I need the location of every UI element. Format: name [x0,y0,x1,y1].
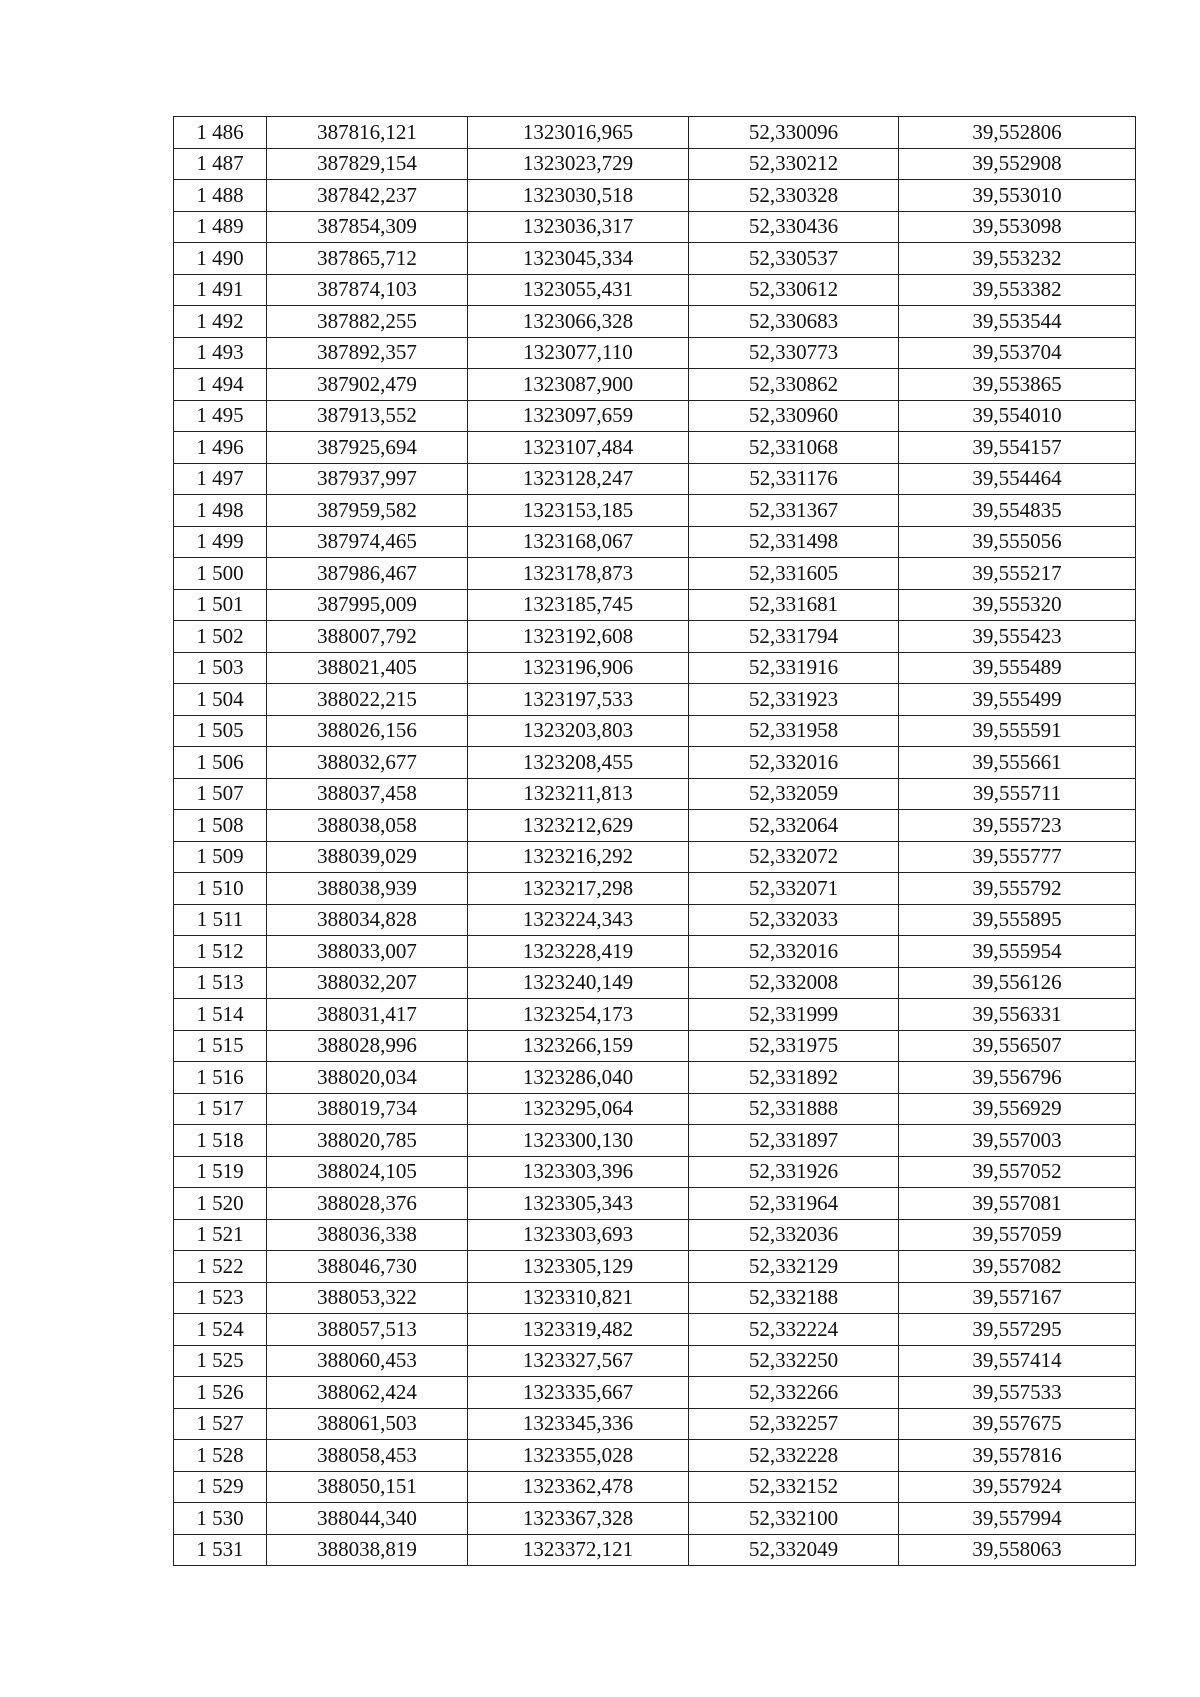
latitude-cell: 52,330537 [689,243,899,275]
point-number-cell: 1 519 [174,1156,267,1188]
longitude-cell: 39,555489 [899,652,1136,684]
latitude-cell: 52,330960 [689,400,899,432]
y-coordinate-cell: 1323168,067 [468,526,689,558]
x-coordinate-cell: 387882,255 [267,306,468,338]
table-row [174,1345,1136,1377]
table-row [174,1534,1136,1566]
longitude-cell: 39,555954 [899,936,1136,968]
y-coordinate-cell: 1323153,185 [468,495,689,527]
point-number-cell: 1 514 [174,999,267,1031]
y-coordinate-cell: 1323295,064 [468,1093,689,1125]
table-row [174,841,1136,873]
longitude-cell: 39,553865 [899,369,1136,401]
table-row [174,747,1136,779]
table-row [174,369,1136,401]
y-coordinate-cell: 1323087,900 [468,369,689,401]
latitude-cell: 52,330436 [689,211,899,243]
point-number-cell: 1 505 [174,715,267,747]
latitude-cell: 52,332049 [689,1534,899,1566]
longitude-cell: 39,557167 [899,1282,1136,1314]
x-coordinate-cell: 388036,338 [267,1219,468,1251]
longitude-cell: 39,555661 [899,747,1136,779]
longitude-cell: 39,554464 [899,463,1136,495]
longitude-cell: 39,556331 [899,999,1136,1031]
point-number-cell: 1 518 [174,1125,267,1157]
longitude-cell: 39,555591 [899,715,1136,747]
longitude-cell: 39,553704 [899,337,1136,369]
y-coordinate-cell: 1323362,478 [468,1471,689,1503]
longitude-cell: 39,553232 [899,243,1136,275]
table-row [174,904,1136,936]
point-number-cell: 1 526 [174,1377,267,1409]
table-row [174,715,1136,747]
x-coordinate-cell: 387854,309 [267,211,468,243]
latitude-cell: 52,331498 [689,526,899,558]
table-row [174,306,1136,338]
latitude-cell: 52,331897 [689,1125,899,1157]
longitude-cell: 39,555320 [899,589,1136,621]
y-coordinate-cell: 1323240,149 [468,967,689,999]
point-number-cell: 1 506 [174,747,267,779]
table-row [174,1093,1136,1125]
table-row [174,558,1136,590]
x-coordinate-cell: 388058,453 [267,1440,468,1472]
point-number-cell: 1 507 [174,778,267,810]
y-coordinate-cell: 1323055,431 [468,274,689,306]
longitude-cell: 39,557924 [899,1471,1136,1503]
x-coordinate-cell: 388028,996 [267,1030,468,1062]
point-number-cell: 1 491 [174,274,267,306]
point-number-cell: 1 488 [174,180,267,212]
x-coordinate-cell: 388044,340 [267,1503,468,1535]
latitude-cell: 52,331892 [689,1062,899,1094]
longitude-cell: 39,555895 [899,904,1136,936]
x-coordinate-cell: 387986,467 [267,558,468,590]
x-coordinate-cell: 388057,513 [267,1314,468,1346]
x-coordinate-cell: 388038,939 [267,873,468,905]
table-row [174,1377,1136,1409]
longitude-cell: 39,557533 [899,1377,1136,1409]
table-row [174,621,1136,653]
point-number-cell: 1 490 [174,243,267,275]
table-row [174,1251,1136,1283]
y-coordinate-cell: 1323178,873 [468,558,689,590]
y-coordinate-cell: 1323023,729 [468,148,689,180]
x-coordinate-cell: 388024,105 [267,1156,468,1188]
longitude-cell: 39,553098 [899,211,1136,243]
table-row [174,589,1136,621]
point-number-cell: 1 523 [174,1282,267,1314]
y-coordinate-cell: 1323045,334 [468,243,689,275]
table-row [174,1156,1136,1188]
longitude-cell: 39,553382 [899,274,1136,306]
latitude-cell: 52,332100 [689,1503,899,1535]
latitude-cell: 52,331794 [689,621,899,653]
longitude-cell: 39,557414 [899,1345,1136,1377]
table-row [174,211,1136,243]
y-coordinate-cell: 1323228,419 [468,936,689,968]
table-row [174,1219,1136,1251]
x-coordinate-cell: 387865,712 [267,243,468,275]
x-coordinate-cell: 388050,151 [267,1471,468,1503]
y-coordinate-cell: 1323319,482 [468,1314,689,1346]
x-coordinate-cell: 388031,417 [267,999,468,1031]
table-row [174,1440,1136,1472]
table-row [174,684,1136,716]
point-number-cell: 1 497 [174,463,267,495]
longitude-cell: 39,557675 [899,1408,1136,1440]
y-coordinate-cell: 1323335,667 [468,1377,689,1409]
coordinates-table-body [174,117,1136,1566]
latitude-cell: 52,331999 [689,999,899,1031]
longitude-cell: 39,557003 [899,1125,1136,1157]
longitude-cell: 39,557295 [899,1314,1136,1346]
x-coordinate-cell: 388032,677 [267,747,468,779]
y-coordinate-cell: 1323077,110 [468,337,689,369]
y-coordinate-cell: 1323097,659 [468,400,689,432]
latitude-cell: 52,332016 [689,747,899,779]
table-row [174,652,1136,684]
table-row [174,526,1136,558]
x-coordinate-cell: 387829,154 [267,148,468,180]
x-coordinate-cell: 388038,819 [267,1534,468,1566]
table-row [174,1188,1136,1220]
table-row [174,432,1136,464]
x-coordinate-cell: 387874,103 [267,274,468,306]
x-coordinate-cell: 387913,552 [267,400,468,432]
latitude-cell: 52,332188 [689,1282,899,1314]
y-coordinate-cell: 1323372,121 [468,1534,689,1566]
x-coordinate-cell: 388032,207 [267,967,468,999]
x-coordinate-cell: 388020,034 [267,1062,468,1094]
x-coordinate-cell: 388033,007 [267,936,468,968]
longitude-cell: 39,555217 [899,558,1136,590]
y-coordinate-cell: 1323217,298 [468,873,689,905]
y-coordinate-cell: 1323303,693 [468,1219,689,1251]
longitude-cell: 39,556126 [899,967,1136,999]
y-coordinate-cell: 1323216,292 [468,841,689,873]
y-coordinate-cell: 1323310,821 [468,1282,689,1314]
x-coordinate-cell: 388037,458 [267,778,468,810]
x-coordinate-cell: 387816,121 [267,117,468,149]
longitude-cell: 39,557082 [899,1251,1136,1283]
point-number-cell: 1 503 [174,652,267,684]
longitude-cell: 39,553010 [899,180,1136,212]
y-coordinate-cell: 1323016,965 [468,117,689,149]
point-number-cell: 1 495 [174,400,267,432]
y-coordinate-cell: 1323030,518 [468,180,689,212]
latitude-cell: 52,330862 [689,369,899,401]
y-coordinate-cell: 1323197,533 [468,684,689,716]
y-coordinate-cell: 1323212,629 [468,810,689,842]
x-coordinate-cell: 388053,322 [267,1282,468,1314]
y-coordinate-cell: 1323208,455 [468,747,689,779]
point-number-cell: 1 515 [174,1030,267,1062]
longitude-cell: 39,555777 [899,841,1136,873]
table-row [174,810,1136,842]
x-coordinate-cell: 387974,465 [267,526,468,558]
longitude-cell: 39,555711 [899,778,1136,810]
x-coordinate-cell: 388039,029 [267,841,468,873]
table-row [174,1030,1136,1062]
y-coordinate-cell: 1323192,608 [468,621,689,653]
latitude-cell: 52,331958 [689,715,899,747]
y-coordinate-cell: 1323254,173 [468,999,689,1031]
y-coordinate-cell: 1323036,317 [468,211,689,243]
table-row [174,1471,1136,1503]
point-number-cell: 1 524 [174,1314,267,1346]
latitude-cell: 52,332257 [689,1408,899,1440]
point-number-cell: 1 486 [174,117,267,149]
latitude-cell: 52,331975 [689,1030,899,1062]
y-coordinate-cell: 1323355,028 [468,1440,689,1472]
longitude-cell: 39,555723 [899,810,1136,842]
point-number-cell: 1 522 [174,1251,267,1283]
x-coordinate-cell: 387937,997 [267,463,468,495]
point-number-cell: 1 494 [174,369,267,401]
table-row [174,274,1136,306]
point-number-cell: 1 487 [174,148,267,180]
latitude-cell: 52,332008 [689,967,899,999]
x-coordinate-cell: 388021,405 [267,652,468,684]
y-coordinate-cell: 1323300,130 [468,1125,689,1157]
point-number-cell: 1 504 [174,684,267,716]
y-coordinate-cell: 1323066,328 [468,306,689,338]
table-row [174,400,1136,432]
latitude-cell: 52,331926 [689,1156,899,1188]
x-coordinate-cell: 388028,376 [267,1188,468,1220]
x-coordinate-cell: 387959,582 [267,495,468,527]
y-coordinate-cell: 1323196,906 [468,652,689,684]
x-coordinate-cell: 388062,424 [267,1377,468,1409]
table-row [174,936,1136,968]
table-row [174,1408,1136,1440]
latitude-cell: 52,332033 [689,904,899,936]
x-coordinate-cell: 388060,453 [267,1345,468,1377]
latitude-cell: 52,330096 [689,117,899,149]
x-coordinate-cell: 388019,734 [267,1093,468,1125]
y-coordinate-cell: 1323107,484 [468,432,689,464]
longitude-cell: 39,552806 [899,117,1136,149]
y-coordinate-cell: 1323203,803 [468,715,689,747]
latitude-cell: 52,331916 [689,652,899,684]
point-number-cell: 1 499 [174,526,267,558]
point-number-cell: 1 525 [174,1345,267,1377]
latitude-cell: 52,330328 [689,180,899,212]
point-number-cell: 1 516 [174,1062,267,1094]
x-coordinate-cell: 387892,357 [267,337,468,369]
latitude-cell: 52,332250 [689,1345,899,1377]
y-coordinate-cell: 1323367,328 [468,1503,689,1535]
point-number-cell: 1 520 [174,1188,267,1220]
point-number-cell: 1 512 [174,936,267,968]
table-row [174,1125,1136,1157]
point-number-cell: 1 492 [174,306,267,338]
y-coordinate-cell: 1323303,396 [468,1156,689,1188]
longitude-cell: 39,553544 [899,306,1136,338]
x-coordinate-cell: 387842,237 [267,180,468,212]
x-coordinate-cell: 388034,828 [267,904,468,936]
point-number-cell: 1 508 [174,810,267,842]
latitude-cell: 52,332059 [689,778,899,810]
latitude-cell: 52,330773 [689,337,899,369]
point-number-cell: 1 501 [174,589,267,621]
y-coordinate-cell: 1323266,159 [468,1030,689,1062]
point-number-cell: 1 489 [174,211,267,243]
longitude-cell: 39,555499 [899,684,1136,716]
latitude-cell: 52,332129 [689,1251,899,1283]
point-number-cell: 1 529 [174,1471,267,1503]
point-number-cell: 1 530 [174,1503,267,1535]
longitude-cell: 39,558063 [899,1534,1136,1566]
point-number-cell: 1 502 [174,621,267,653]
y-coordinate-cell: 1323305,129 [468,1251,689,1283]
latitude-cell: 52,332072 [689,841,899,873]
y-coordinate-cell: 1323128,247 [468,463,689,495]
longitude-cell: 39,557994 [899,1503,1136,1535]
table-row [174,243,1136,275]
table-row [174,999,1136,1031]
point-number-cell: 1 513 [174,967,267,999]
y-coordinate-cell: 1323185,745 [468,589,689,621]
point-number-cell: 1 531 [174,1534,267,1566]
point-number-cell: 1 528 [174,1440,267,1472]
latitude-cell: 52,332016 [689,936,899,968]
table-row [174,463,1136,495]
y-coordinate-cell: 1323305,343 [468,1188,689,1220]
latitude-cell: 52,332228 [689,1440,899,1472]
latitude-cell: 52,332071 [689,873,899,905]
latitude-cell: 52,331068 [689,432,899,464]
x-coordinate-cell: 388026,156 [267,715,468,747]
latitude-cell: 52,332224 [689,1314,899,1346]
table-row [174,1062,1136,1094]
table-row [174,117,1136,149]
point-number-cell: 1 527 [174,1408,267,1440]
x-coordinate-cell: 387995,009 [267,589,468,621]
x-coordinate-cell: 387902,479 [267,369,468,401]
point-number-cell: 1 511 [174,904,267,936]
latitude-cell: 52,330612 [689,274,899,306]
longitude-cell: 39,554010 [899,400,1136,432]
point-number-cell: 1 521 [174,1219,267,1251]
x-coordinate-cell: 388061,503 [267,1408,468,1440]
point-number-cell: 1 498 [174,495,267,527]
latitude-cell: 52,331964 [689,1188,899,1220]
latitude-cell: 52,331176 [689,463,899,495]
longitude-cell: 39,557081 [899,1188,1136,1220]
latitude-cell: 52,330212 [689,148,899,180]
table-row [174,1282,1136,1314]
longitude-cell: 39,552908 [899,148,1136,180]
latitude-cell: 52,330683 [689,306,899,338]
longitude-cell: 39,554157 [899,432,1136,464]
point-number-cell: 1 500 [174,558,267,590]
y-coordinate-cell: 1323327,567 [468,1345,689,1377]
longitude-cell: 39,556796 [899,1062,1136,1094]
longitude-cell: 39,554835 [899,495,1136,527]
y-coordinate-cell: 1323211,813 [468,778,689,810]
x-coordinate-cell: 388007,792 [267,621,468,653]
longitude-cell: 39,556507 [899,1030,1136,1062]
latitude-cell: 52,332064 [689,810,899,842]
table-row [174,967,1136,999]
latitude-cell: 52,332152 [689,1471,899,1503]
table-row [174,1314,1136,1346]
table-row [174,337,1136,369]
latitude-cell: 52,331888 [689,1093,899,1125]
latitude-cell: 52,332036 [689,1219,899,1251]
longitude-cell: 39,557059 [899,1219,1136,1251]
longitude-cell: 39,555423 [899,621,1136,653]
longitude-cell: 39,555792 [899,873,1136,905]
latitude-cell: 52,331605 [689,558,899,590]
longitude-cell: 39,556929 [899,1093,1136,1125]
table-row [174,148,1136,180]
table-row [174,1503,1136,1535]
x-coordinate-cell: 388046,730 [267,1251,468,1283]
x-coordinate-cell: 388038,058 [267,810,468,842]
table-row [174,873,1136,905]
table-row [174,495,1136,527]
y-coordinate-cell: 1323286,040 [468,1062,689,1094]
coordinates-table [173,116,1136,1566]
latitude-cell: 52,332266 [689,1377,899,1409]
y-coordinate-cell: 1323345,336 [468,1408,689,1440]
longitude-cell: 39,557816 [899,1440,1136,1472]
point-number-cell: 1 509 [174,841,267,873]
point-number-cell: 1 496 [174,432,267,464]
y-coordinate-cell: 1323224,343 [468,904,689,936]
longitude-cell: 39,557052 [899,1156,1136,1188]
x-coordinate-cell: 388020,785 [267,1125,468,1157]
latitude-cell: 52,331367 [689,495,899,527]
table-row [174,180,1136,212]
longitude-cell: 39,555056 [899,526,1136,558]
point-number-cell: 1 493 [174,337,267,369]
latitude-cell: 52,331681 [689,589,899,621]
latitude-cell: 52,331923 [689,684,899,716]
point-number-cell: 1 510 [174,873,267,905]
x-coordinate-cell: 388022,215 [267,684,468,716]
x-coordinate-cell: 387925,694 [267,432,468,464]
point-number-cell: 1 517 [174,1093,267,1125]
table-row [174,778,1136,810]
